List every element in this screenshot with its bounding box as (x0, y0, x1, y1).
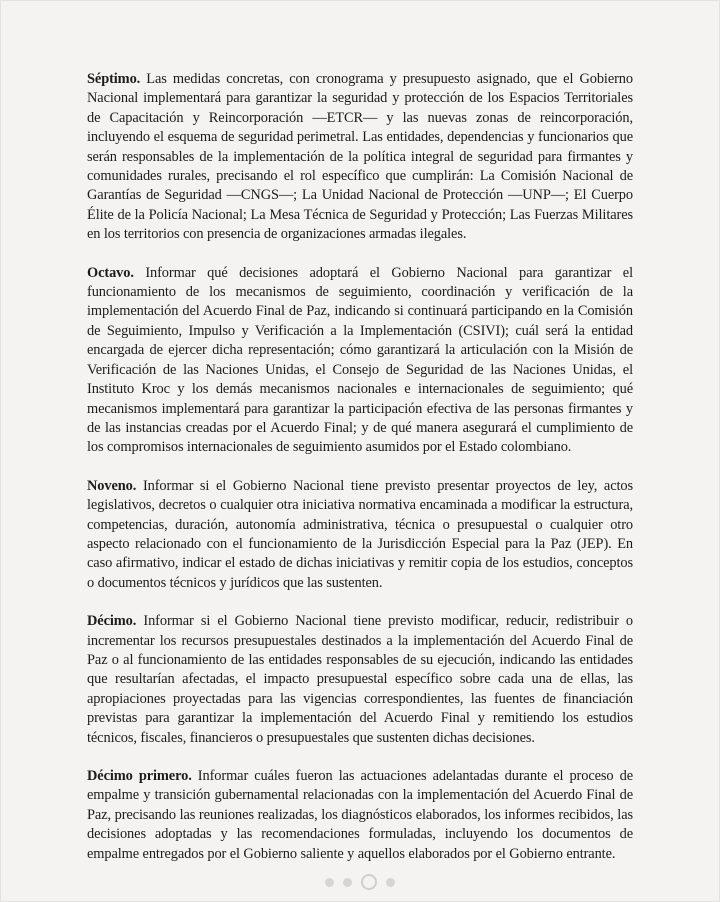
paragraph-label: Décimo. (87, 613, 137, 630)
paragraph-label: Séptimo. (87, 71, 141, 87)
document-body (87, 70, 633, 883)
paragraph-label: Noveno. (87, 477, 137, 494)
paragraph-noveno (87, 477, 633, 593)
paragraph-text: Informar qué decisiones adoptará el Gobierno Nacional para garantizar el funcionamiento de los mecanismos de seguimiento, coordinación y verificación de la implementación del Acuerdo Final de Paz, indicando si continuará participando en la Comisión de Seguimiento, Impulso y Verificación a la Implementación (CSIVI); cuál será la entidad encargada de ejercer dicha representación; cómo garantizará la articulación con la Misión de Verificación de las Naciones Unidas, el Consejo de Seguridad de las Naciones Unidas, el Instituto Kroc y los demás mecanismos nacionales e internacionales de seguimiento; qué mecanismos implementará para garantizar la participación efectiva de las personas firmantes y de las instancias creadas por el Acuerdo Final; y de qué manera asegurará el cumplimiento de los compromisos internacionales de seguimiento asumidos por el Estado colombiano. (87, 264, 633, 456)
paragraph-septimo (87, 70, 633, 245)
page-dot-active[interactable] (361, 874, 377, 890)
paragraph-text: Las medidas concretas, con cronograma y presupuesto asignado, que el Gobierno Nacional implementará para garantizar la seguridad y protección de los Espacios Territoriales de Capacitación y Reincorporación —ETCR— y las nuevas zonas de reincorporación, incluyendo el esquema de seguridad perimetral. Las entidades, dependencias y funcionarios que serán responsables de la implementación de la política integral de seguridad para firmantes y comunidades rurales, precisando el rol específico que cumplirán: La Comisión Nacional de Garantías de Seguridad —CNGS—; La Unidad Nacional de Protección —UNP—; El Cuerpo Élite de la Policía Nacional; La Mesa Técnica de Seguridad y Protección; Las Fuerzas Militares en los territorios con presencia de organizaciones armadas ilegales. (87, 71, 633, 243)
carousel-pagination (0, 872, 720, 892)
paragraph-text: Informar cuáles fueron las actuaciones adelantadas durante el proceso de empalme y transición gubernamental relacionadas con la implementación del Acuerdo Final de Paz, precisando las reuniones realizadas, los diagnósticos elaborados, los informes recibidos, las decisiones adoptadas y las recomendaciones formuladas, incluyendo los documentos de empalme entregados por el Gobierno saliente y aquellos elaborados por el Gobierno entrante. (87, 768, 633, 862)
paragraph-text: Informar si el Gobierno Nacional tiene previsto presentar proyectos de ley, actos legislativos, decretos o cualquier otra iniciativa normativa encaminada a modificar la estructura, competencias, duración, autonomía administrativa, técnica o presupuestal o cualquier otro aspecto relacionado con el funcionamiento de la Jurisdicción Especial para la Paz (JEP). En caso afirmativo, indicar el estado de dichas iniciativas y remitir copia de los estudios, conceptos o documentos técnicos y jurídicos que las sustenten. (87, 477, 633, 591)
paragraph-decimo-primero (87, 767, 633, 864)
page-dot[interactable] (325, 878, 334, 887)
page-dot[interactable] (343, 878, 352, 887)
paragraph-decimo (87, 612, 633, 748)
page-dot[interactable] (386, 878, 395, 887)
paragraph-label: Décimo primero. (87, 768, 192, 784)
paragraph-text: Informar si el Gobierno Nacional tiene previsto modificar, reducir, redistribuir o incrementar los recursos presupuestales destinados a la implementación del Acuerdo Final de Paz o al funcionamiento de las entidades responsables de su ejecución, indicando las entidades que resultarían afectadas, el impacto presupuestal específico sobre cada una de ellas, las apropiaciones proyectadas para las vigencias correspondientes, las fuentes de financiación previstas para garantizar la implementación del Acuerdo Final y remitiendo los estudios técnicos, fiscales, financieros o presupuestales que sustenten dichas decisiones. (87, 613, 633, 746)
paragraph-label: Octavo. (87, 264, 134, 281)
paragraph-octavo (87, 264, 633, 458)
